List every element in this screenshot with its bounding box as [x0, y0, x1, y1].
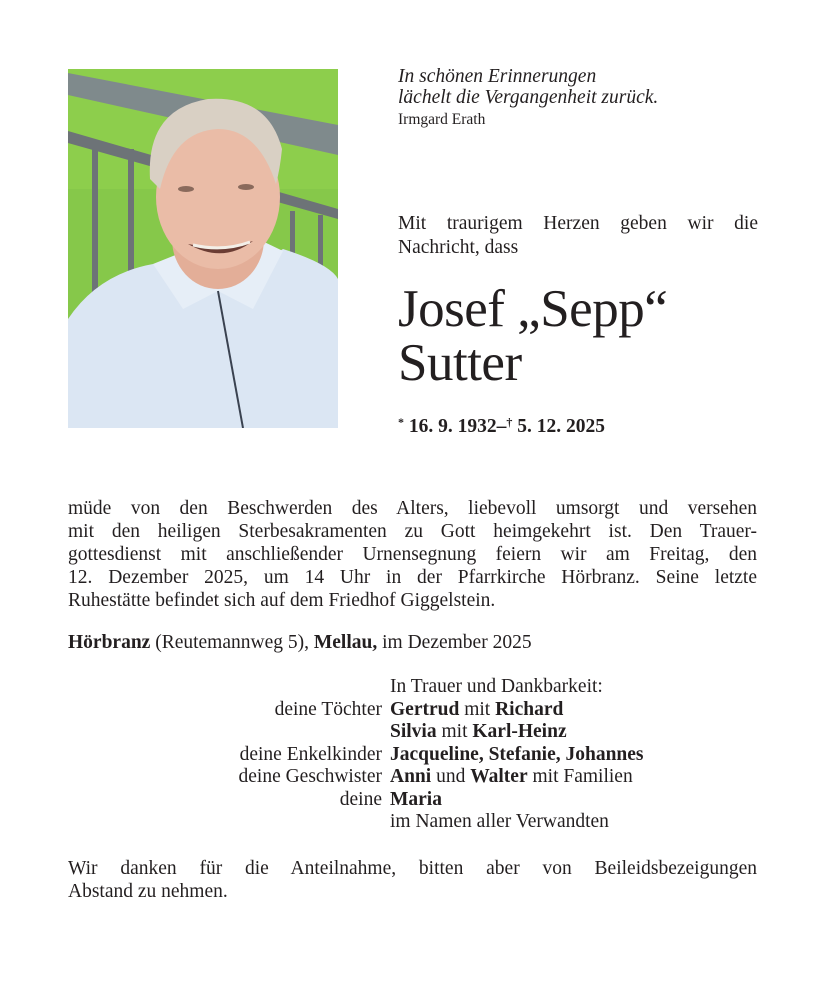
- mourner-name: Karl-Heinz: [472, 721, 567, 742]
- intro-line: Mit traurigem Herzen geben wir die: [398, 213, 758, 234]
- address: (Reutemannweg 5),: [150, 632, 314, 653]
- body-line: mit den heiligen Sterbesakramenten zu Gott heimgekehrt ist. Den Trauer-: [68, 521, 757, 542]
- notice-date: im Dezember 2025: [377, 632, 532, 653]
- body-line: 12. Dezember 2025, um 14 Uhr in der Pfarrkirche Hörbranz. Seine letzte: [68, 567, 757, 588]
- relation-label: deine Geschwister: [238, 766, 382, 787]
- mourner-name: Silvia: [390, 721, 437, 742]
- quote-line: lächelt die Vergangenheit zurück.: [398, 87, 659, 108]
- birth-star-icon: *: [398, 415, 404, 429]
- mourner-row: [68, 766, 768, 789]
- relation-label: deine: [339, 788, 382, 810]
- mourners-closing: im Namen aller Verwandten: [390, 811, 609, 832]
- relation-label: deine Töchter: [274, 698, 382, 720]
- place-name: Mellau,: [313, 632, 378, 653]
- connector: mit: [459, 698, 496, 720]
- mourner-name: Richard: [495, 698, 564, 720]
- portrait-photo: [68, 69, 338, 428]
- body-line: müde von den Beschwerden des Alters, liebevoll umsorgt und versehen: [68, 498, 757, 519]
- connector: mit Familien: [527, 766, 633, 787]
- mourner-row: [68, 744, 768, 767]
- death-date: 5. 12. 2025: [517, 416, 605, 437]
- place-name: Hörbranz: [68, 632, 151, 653]
- mourner-name: Maria: [390, 788, 442, 810]
- date-separator: –: [496, 416, 507, 437]
- birth-date: 16. 9. 1932: [408, 416, 497, 437]
- relation-label: deine Enkelkinder: [239, 743, 382, 765]
- place-and-date: [68, 631, 532, 654]
- thanks-note: [68, 857, 757, 903]
- mourner-row: [68, 721, 768, 744]
- mourner-name: Gertrud: [390, 698, 460, 720]
- body-line: gottesdienst mit anschließender Urnensegnung feiern wir am Freitag, den: [68, 544, 757, 565]
- quote-line: In schönen Erinnerungen: [398, 66, 597, 87]
- connector: mit: [436, 721, 473, 742]
- mourners-list: [68, 676, 768, 834]
- relation-label: [68, 721, 390, 744]
- life-dates: [398, 410, 605, 439]
- mourner-row: [68, 699, 768, 722]
- mourner-row: [68, 789, 768, 812]
- obituary-body: [68, 497, 757, 612]
- connector: und: [431, 766, 471, 787]
- death-cross-icon: †: [506, 415, 513, 429]
- deceased-name-line: Sutter: [398, 334, 522, 392]
- deceased-name-line: Josef „Sepp“: [398, 280, 668, 338]
- mourner-name: Walter: [470, 766, 528, 787]
- quote-author: Irmgard Erath: [398, 111, 486, 128]
- thanks-line: Abstand zu nehmen.: [68, 881, 228, 902]
- portrait-image-icon: [68, 69, 338, 428]
- announcement-intro: [398, 212, 758, 259]
- mourner-name: Jacqueline, Stefanie, Johannes: [390, 743, 644, 765]
- deceased-name: [398, 282, 667, 390]
- mourners-heading: In Trauer und Dankbarkeit:: [390, 676, 603, 697]
- mourner-name: Anni: [390, 766, 432, 787]
- thanks-line: Wir danken für die Anteilnahme, bitten aber von Beileidsbezeigungen: [68, 858, 757, 879]
- memorial-quote: [398, 66, 798, 131]
- body-line: Ruhestätte befindet sich auf dem Friedhof Giggelstein.: [68, 590, 496, 611]
- intro-line: Nachricht, dass: [398, 236, 519, 258]
